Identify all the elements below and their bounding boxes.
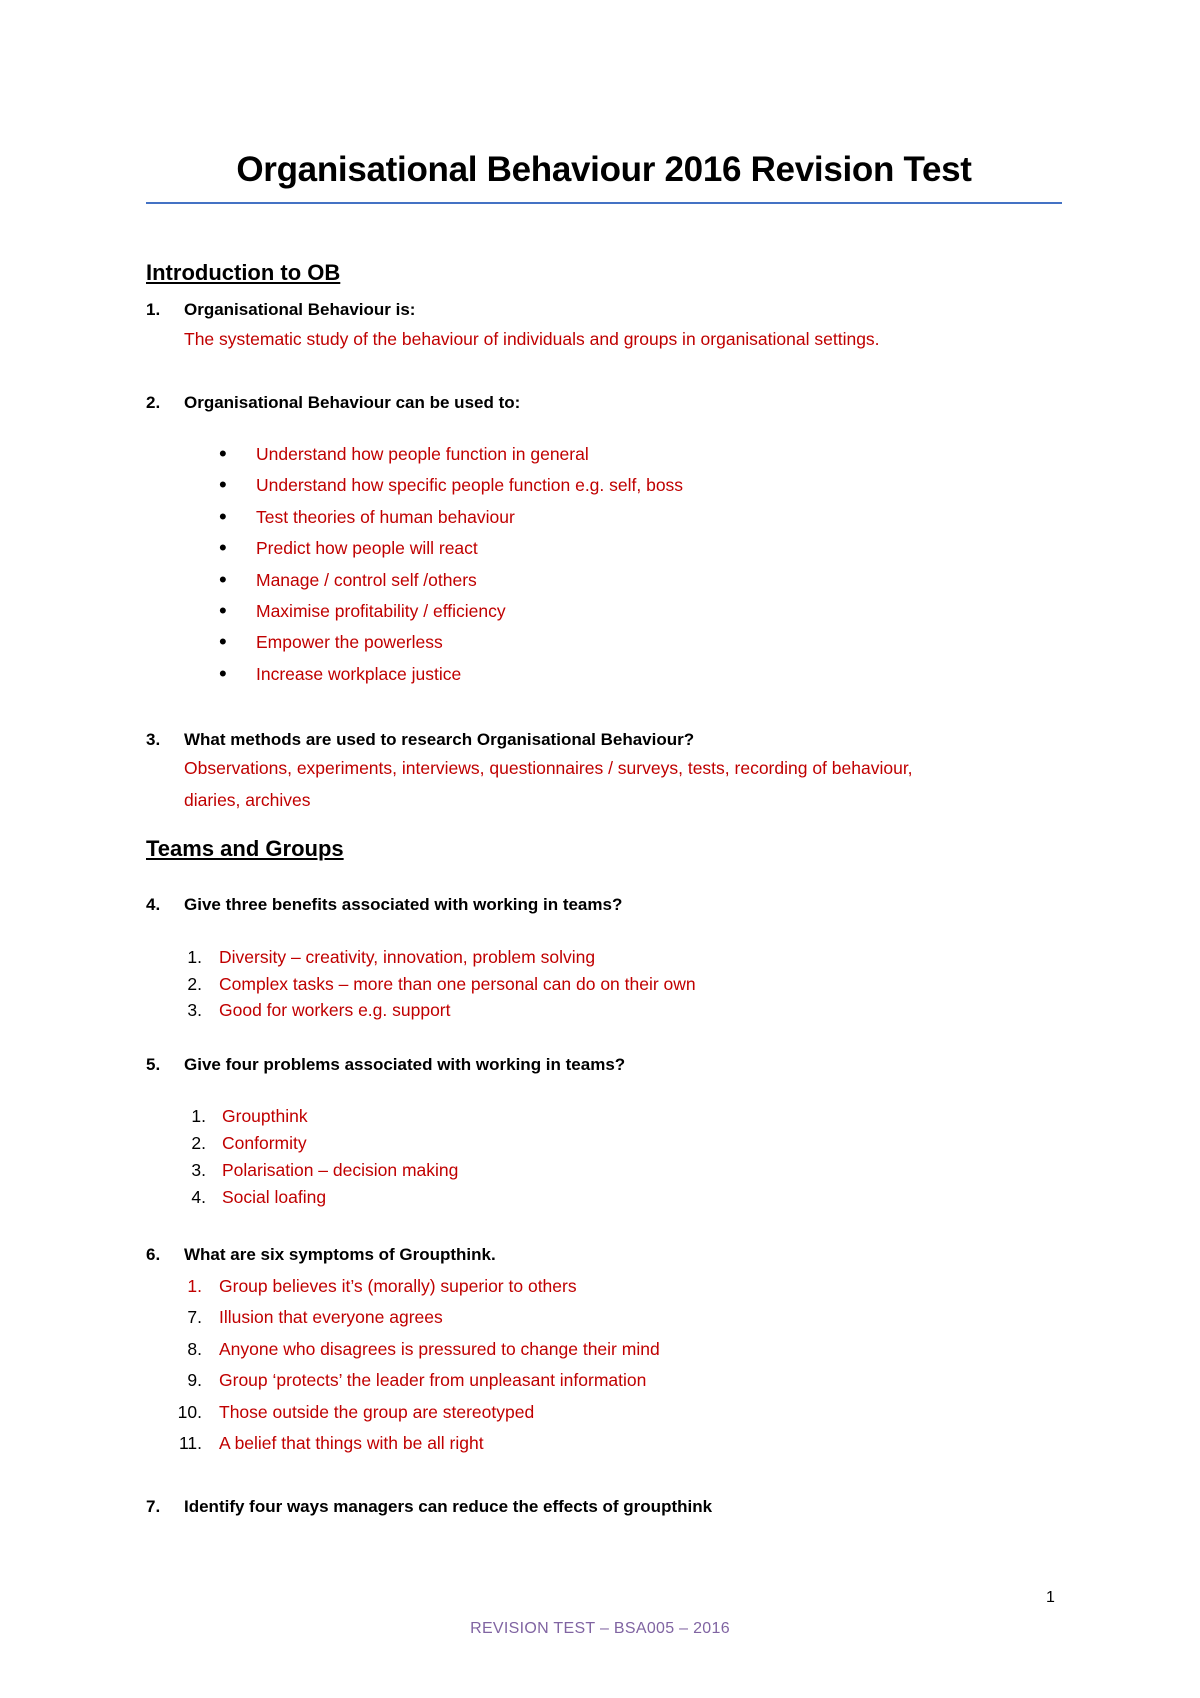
question-number: 4. [146, 895, 161, 914]
answer-line: diaries, archives [184, 790, 311, 810]
bullet-item: Understand how people function in general [256, 444, 589, 464]
question-text: What are six symptoms of Groupthink. [184, 1245, 496, 1264]
bullet-item: Manage / control self /others [256, 570, 477, 590]
section-heading-intro: Introduction to OB [146, 260, 341, 285]
bullet-dot: • [219, 598, 227, 623]
bullet-item: Increase workplace justice [256, 664, 462, 684]
list-number: 4. [191, 1187, 206, 1207]
bullet-item: Maximise profitability / efficiency [256, 601, 506, 621]
list-number: 8. [187, 1339, 202, 1359]
question-number: 5. [146, 1055, 161, 1074]
list-number: 1. [191, 1106, 206, 1126]
list-number: 11. [178, 1433, 202, 1453]
section-heading-teams: Teams and Groups [146, 836, 344, 861]
list-item: Diversity – creativity, innovation, problem solving [219, 947, 596, 967]
question-text: Give four problems associated with working in teams? [184, 1055, 626, 1074]
question-text: Organisational Behaviour is: [184, 300, 416, 319]
list-item: Groupthink [222, 1106, 308, 1126]
bullet-dot: • [219, 441, 227, 466]
question-text: What methods are used to research Organisational Behaviour? [184, 730, 695, 749]
list-item: Complex tasks – more than one personal can do on their own [219, 974, 696, 994]
question-number: 3. [146, 730, 161, 749]
list-number: 1. [187, 947, 202, 967]
bullet-dot: • [219, 504, 227, 529]
question-number: 1. [146, 300, 161, 319]
list-number: 1. [187, 1276, 202, 1296]
question-number: 2. [146, 393, 161, 412]
question-number: 7. [146, 1497, 161, 1516]
list-item: Social loafing [222, 1187, 327, 1207]
list-item: Polarisation – decision making [222, 1160, 459, 1180]
list-item: Anyone who disagrees is pressured to change their mind [219, 1339, 660, 1359]
bullet-item: Predict how people will react [256, 538, 478, 558]
list-number: 10. [177, 1402, 202, 1422]
page-footer: REVISION TEST – BSA005 – 2016 [470, 1620, 730, 1637]
list-item: Good for workers e.g. support [219, 1000, 451, 1020]
question-text: Give three benefits associated with working in teams? [184, 895, 623, 914]
answer-line: The systematic study of the behaviour of individuals and groups in organisational settings. [184, 329, 880, 349]
bullet-dot: • [219, 535, 227, 560]
question-number: 6. [146, 1245, 161, 1264]
list-item: Conformity [222, 1133, 307, 1153]
list-item: Illusion that everyone agrees [219, 1307, 443, 1327]
list-number: 2. [187, 974, 202, 994]
title-underline [146, 202, 1062, 204]
page-title: Organisational Behaviour 2016 Revision Test [236, 150, 972, 189]
page-number: 1 [1046, 1589, 1055, 1606]
list-item: Group believes it’s (morally) superior to others [219, 1276, 577, 1296]
bullet-item: Empower the powerless [256, 632, 443, 652]
list-number: 3. [187, 1000, 202, 1020]
list-number: 9. [187, 1370, 202, 1390]
list-item: Group ‘protects’ the leader from unpleasant information [219, 1370, 647, 1390]
list-number: 3. [191, 1160, 206, 1180]
list-number: 7. [187, 1307, 202, 1327]
bullet-item: Test theories of human behaviour [256, 507, 515, 527]
bullet-dot: • [219, 629, 227, 654]
bullet-dot: • [219, 661, 227, 686]
list-item: Those outside the group are stereotyped [219, 1402, 535, 1422]
bullet-item: Understand how specific people function e.g. self, boss [256, 475, 684, 495]
bullet-dot: • [219, 472, 227, 497]
list-item: A belief that things with be all right [219, 1433, 484, 1453]
list-number: 2. [191, 1133, 206, 1153]
question-text: Identify four ways managers can reduce the effects of groupthink [184, 1497, 713, 1516]
question-text: Organisational Behaviour can be used to: [184, 393, 521, 412]
answer-line: Observations, experiments, interviews, questionnaires / surveys, tests, recording of behaviour, [184, 758, 913, 778]
bullet-dot: • [219, 567, 227, 592]
